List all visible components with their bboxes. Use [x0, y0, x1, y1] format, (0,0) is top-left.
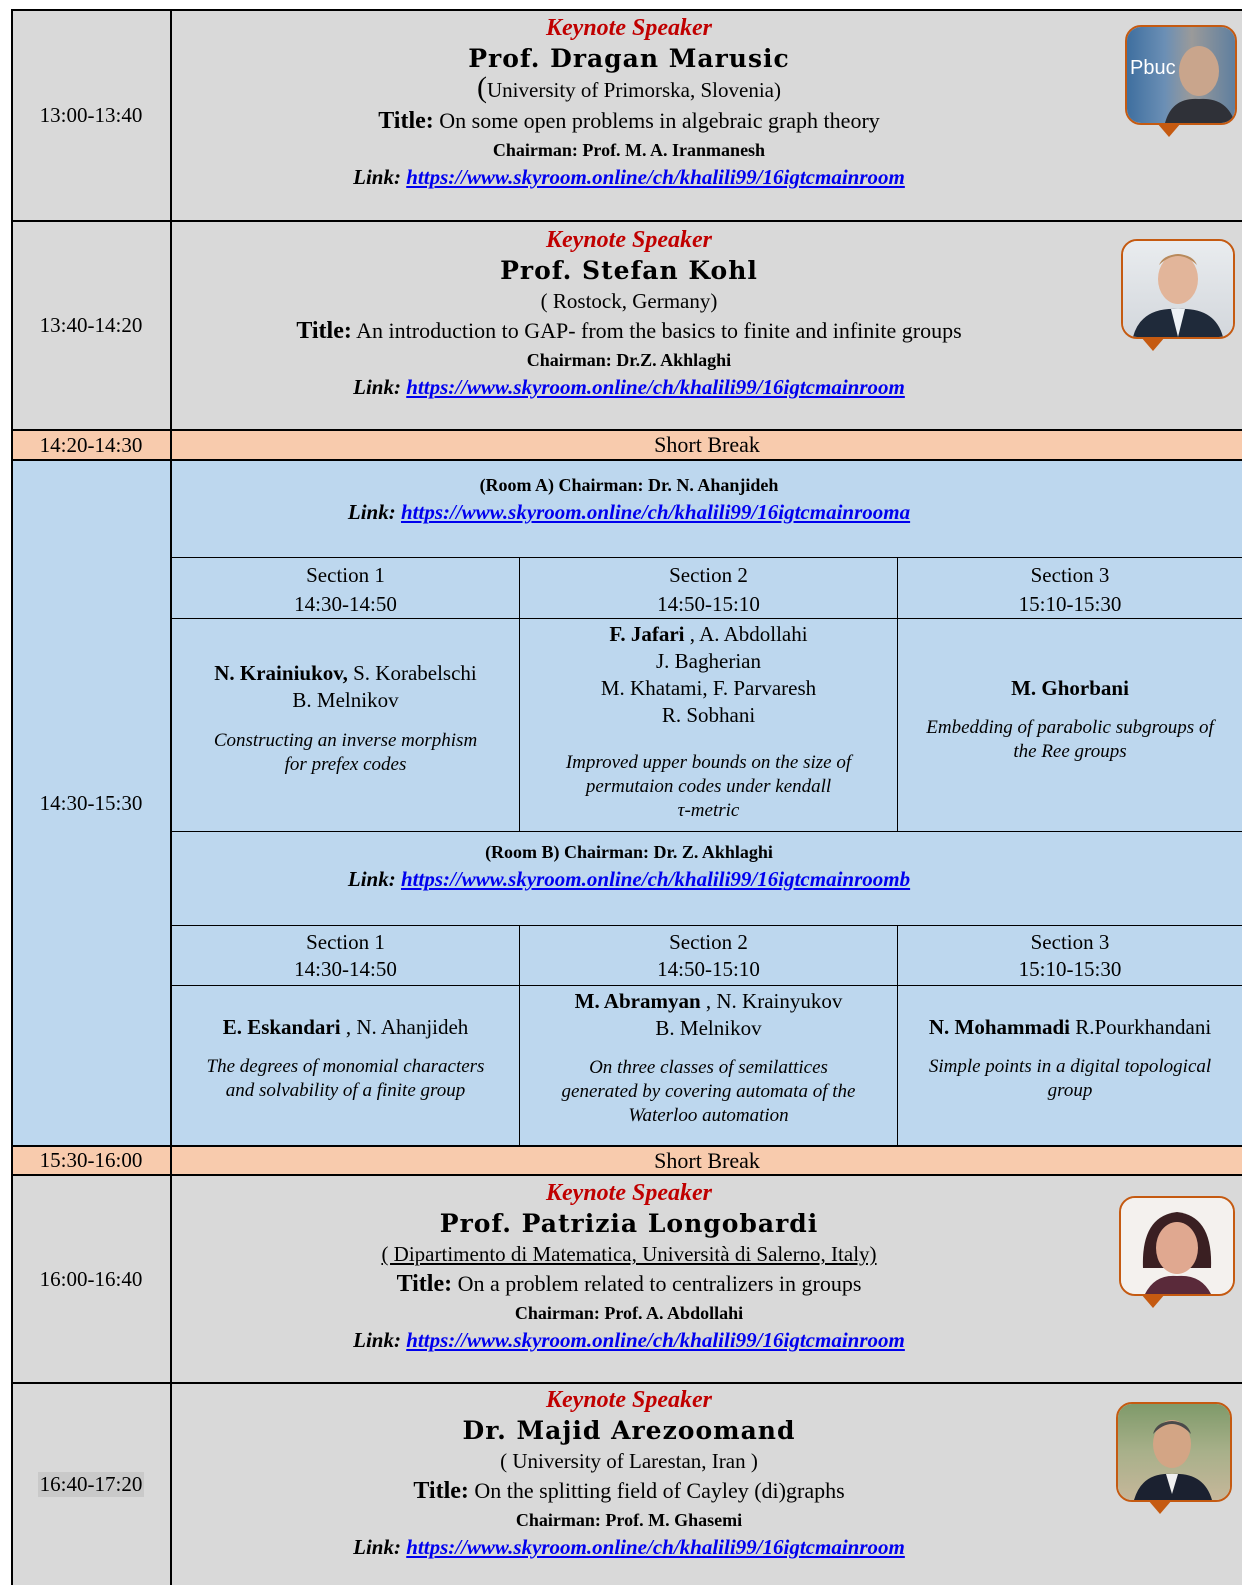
time-slot: 16:00-16:40: [39, 1266, 143, 1291]
room-a-chairman: (Room A) Chairman: Dr. N. Ahanjideh: [479, 475, 779, 495]
keynote-label: Keynote Speaker: [546, 1387, 712, 1413]
room-link: Link: https://www.skyroom.online/ch/khalili99/16igtcmainroom: [353, 375, 905, 399]
speaker-photo: [1125, 25, 1237, 125]
section-header: Section 3 15:10-15:30: [1018, 930, 1122, 981]
room-b-link-url[interactable]: https://www.skyroom.online/ch/khalili99/16igtcmainroomb: [400, 867, 911, 891]
speaker-name: Prof. Stefan Kohl: [500, 256, 758, 285]
room-link-url[interactable]: https://www.skyroom.online/ch/khalili99/16igtcmainroom: [406, 1535, 905, 1559]
chairman: Chairman: Prof. M. Ghasemi: [515, 1510, 743, 1530]
talk-authors: M. Ghorbani: [1011, 676, 1129, 700]
speaker-affiliation: ( University of Larestan, Iran ): [500, 1449, 758, 1473]
time-slot: 14:30-15:30: [39, 790, 143, 815]
room-a-header: [172, 472, 1086, 526]
grid-line: [171, 557, 1242, 558]
talk-title: Title: On a problem related to centralizers in groups: [396, 1271, 862, 1297]
photo-background-text: Pbuc: [1130, 57, 1176, 79]
keynote2-details: [172, 225, 1086, 401]
speaker-name: Prof. Dragan Marusic: [468, 44, 790, 73]
person-silhouette: [1118, 1404, 1230, 1500]
room-link: Link: https://www.skyroom.online/ch/khalili99/16igtcmainroom: [353, 1535, 905, 1559]
talk-cell: N. Mohammadi R.Pourkhandani Simple points in a digital topological group: [898, 1014, 1242, 1103]
talk-title: On three classes of semilattices: [589, 1057, 828, 1078]
grid-line: [171, 985, 1242, 986]
section-header: Section 1 14:30-14:50: [294, 930, 397, 981]
room-link: Link: https://www.skyroom.online/ch/khalili99/16igtcmainroom: [353, 1328, 905, 1352]
speaker-name: Prof. Patrizia Longobardi: [439, 1209, 819, 1238]
time-slot: 15:30-16:00: [39, 1148, 143, 1172]
chairman: Chairman: Prof. M. A. Iranmanesh: [492, 140, 766, 160]
speaker-affiliation: ( Dipartimento di Matematica, Università di Salerno, Italy): [381, 1242, 877, 1266]
grid-line: [171, 925, 1242, 926]
grid-line: [171, 831, 1242, 832]
short-break-label: Short Break: [654, 1147, 760, 1173]
keynote1-details: [172, 13, 1086, 191]
room-b-header: [172, 839, 1086, 893]
chairman: Chairman: Prof. A. Abdollahi: [514, 1303, 744, 1323]
talk-title: Constructing an inverse morphism: [213, 730, 478, 751]
keynote3-details: [172, 1178, 1086, 1354]
room-link: Link: https://www.skyroom.online/ch/khalili99/16igtcmainroom: [353, 165, 905, 189]
grid-line: [11, 9, 1242, 11]
section-header: Section 3 15:10-15:30: [1018, 563, 1122, 616]
speaker-affiliation: (University of Primorska, Slovenia): [477, 71, 781, 104]
speaker-photo: [1119, 1196, 1235, 1296]
section-header: Section 2 14:50-15:10: [657, 930, 760, 981]
time-slot: 13:00-13:40: [39, 103, 143, 127]
room-a-link-url[interactable]: https://www.skyroom.online/ch/khalili99/16igtcmainrooma: [400, 500, 911, 524]
time-slot: 13:40-14:20: [39, 313, 143, 337]
person-silhouette: [1127, 27, 1235, 123]
room-link: Link: https://www.skyroom.online/ch/khalili99/16igtcmainrooma: [347, 500, 911, 524]
talk-authors: E. Eskandari , N. Ahanjideh: [222, 1015, 469, 1039]
time-slot: 16:40-17:20: [39, 1471, 143, 1496]
talk-authors: F. Jafari , A. Abdollahi: [609, 622, 808, 646]
talk-cell: F. Jafari , A. Abdollahi J. Bagherian M. Khatami, F. Parvaresh R. Sobhani Improved upper bounds on the size of permutaion codes under kendall τ-metric: [520, 621, 897, 823]
room-link-url[interactable]: https://www.skyroom.online/ch/khalili99/16igtcmainroom: [406, 375, 905, 399]
room-link-url[interactable]: https://www.skyroom.online/ch/khalili99/16igtcmainroom: [406, 165, 905, 189]
talk-title: Title: On some open problems in algebraic graph theory: [378, 108, 880, 134]
grid-line: [11, 1382, 1242, 1384]
talk-title: Embedding of parabolic subgroups of: [926, 717, 1214, 738]
talk-cell: N. Krainiukov, S. Korabelschi B. Melnikov Constructing an inverse morphism for prefex codes: [172, 660, 519, 777]
talk-title: Simple points in a digital topological: [928, 1056, 1212, 1077]
talk-title: The degrees of monomial characters: [206, 1056, 485, 1077]
person-silhouette: [1121, 1198, 1233, 1294]
room-b-chairman: (Room B) Chairman: Dr. Z. Akhlaghi: [485, 842, 773, 862]
section-header: Section 1 14:30-14:50: [294, 563, 397, 616]
keynote4-details: [172, 1385, 1086, 1561]
chairman: Chairman: Dr.Z. Akhlaghi: [526, 350, 732, 370]
speaker-affiliation: ( Rostock, Germany): [540, 289, 718, 313]
talk-cell: M. Ghorbani Embedding of parabolic subgroups of the Ree groups: [898, 675, 1242, 764]
section-header: Section 2 14:50-15:10: [657, 563, 760, 616]
talk-cell: E. Eskandari , N. Ahanjideh The degrees of monomial characters and solvability of a finite group: [172, 1014, 519, 1103]
talk-cell: M. Abramyan , N. Krainyukov B. Melnikov On three classes of semilattices generated by covering automata of the Waterloo automation: [520, 988, 897, 1128]
grid-line: [11, 220, 1242, 222]
speaker-name: Dr. Majid Arezoomand: [462, 1416, 796, 1445]
talk-title: Title: An introduction to GAP- from the basics to finite and infinite groups: [296, 318, 962, 344]
speaker-photo: [1121, 239, 1235, 339]
keynote-label: Keynote Speaker: [546, 15, 712, 41]
room-link-url[interactable]: https://www.skyroom.online/ch/khalili99/16igtcmainroom: [406, 1328, 905, 1352]
keynote-label: Keynote Speaker: [546, 227, 712, 253]
person-silhouette: [1123, 241, 1233, 337]
time-slot: 14:20-14:30: [39, 432, 143, 457]
talk-title: Title: On the splitting field of Cayley (di)graphs: [413, 1478, 845, 1504]
talk-authors: N. Mohammadi R.Pourkhandani: [928, 1015, 1212, 1039]
keynote-label: Keynote Speaker: [546, 1180, 712, 1206]
talk-authors: N. Krainiukov, S. Korabelschi: [214, 661, 477, 685]
speaker-photo: [1116, 1402, 1232, 1502]
short-break-label: Short Break: [654, 432, 760, 457]
room-link: Link: https://www.skyroom.online/ch/khalili99/16igtcmainroomb: [347, 867, 911, 891]
talk-authors: M. Abramyan , N. Krainyukov: [574, 989, 843, 1013]
talk-title: Improved upper bounds on the size of: [565, 752, 852, 773]
